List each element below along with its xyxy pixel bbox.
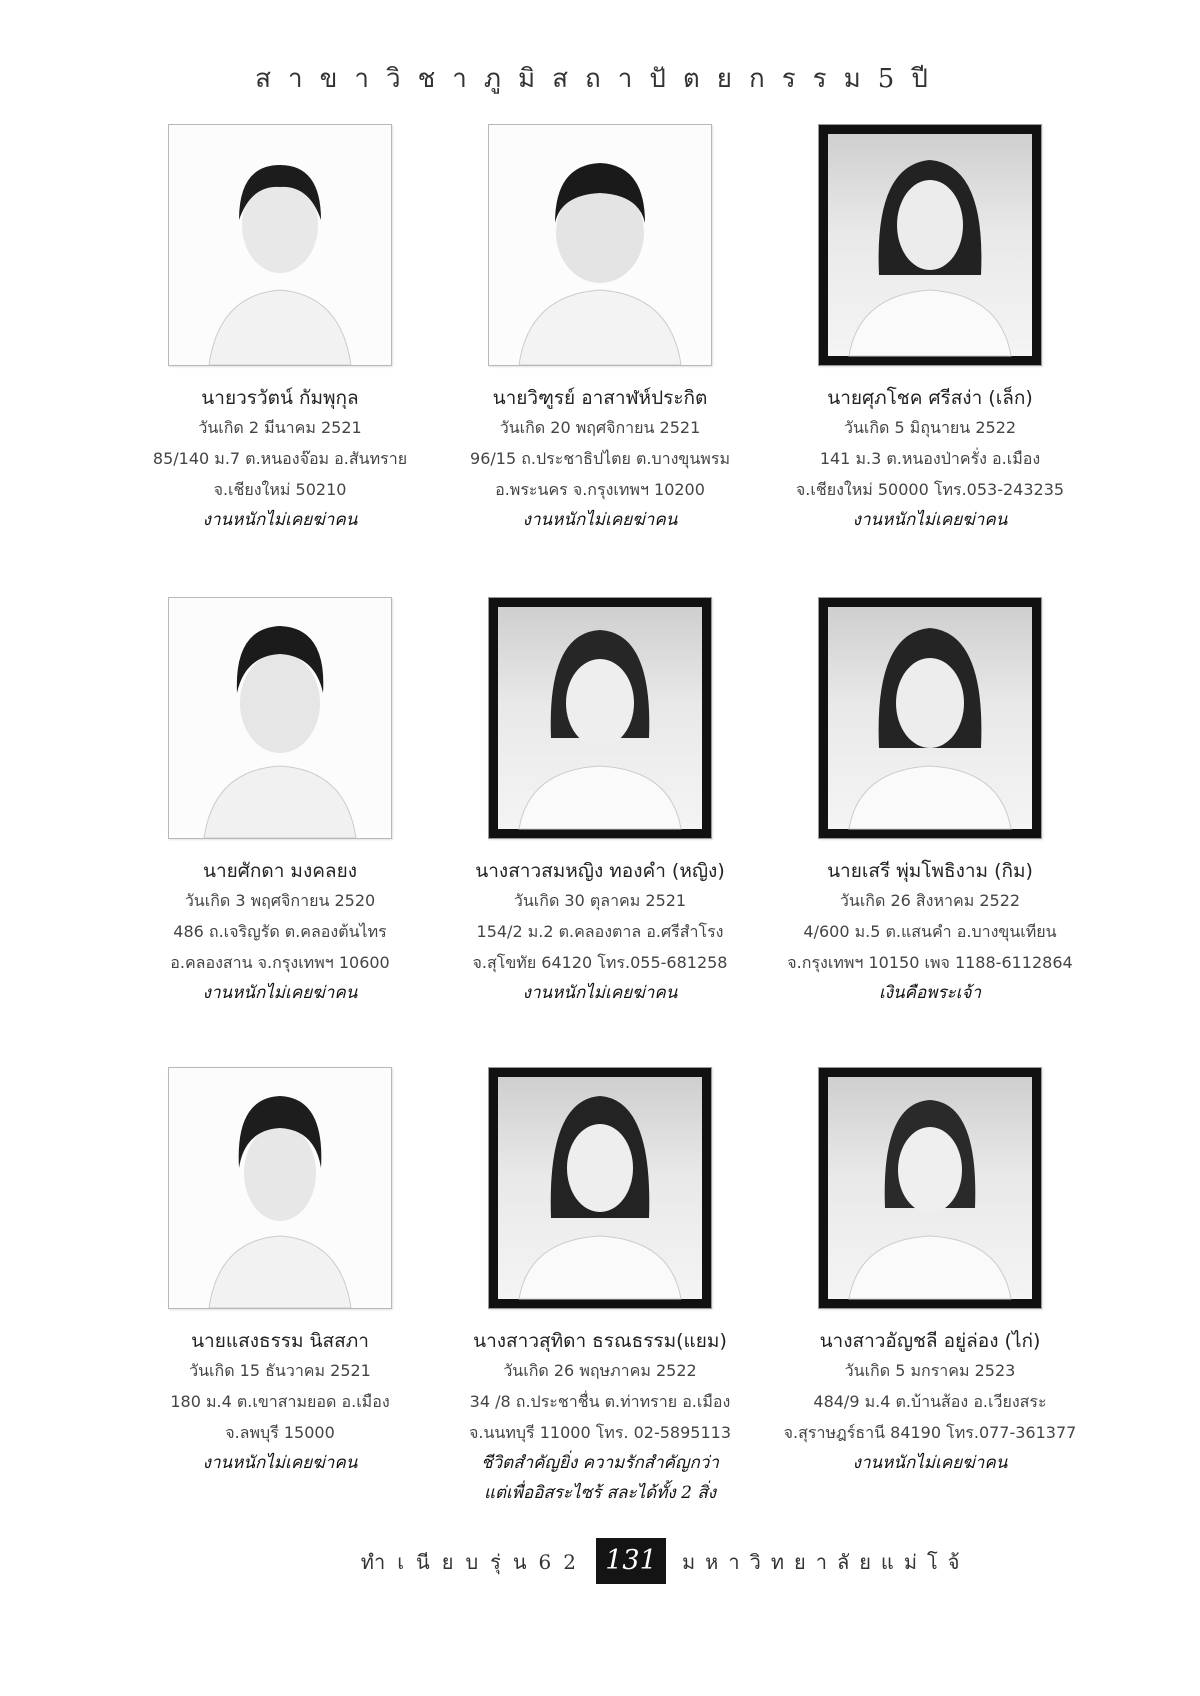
student-name: นายวรวัตน์ กัมพุกุล (201, 387, 359, 409)
student-name: นายแสงธรรม นิสสภา (191, 1330, 369, 1352)
student-name: นายวิฑูรย์ อาสาฬห์ประกิต (492, 387, 708, 409)
student-birthdate: วันเกิด 26 สิงหาคม 2522 (839, 891, 1021, 910)
student-address-line2: จ.กรุงเทพฯ 10150 เพจ 1188-6112864 (787, 953, 1073, 972)
student-card (430, 124, 770, 535)
student-birthdate: วันเกิด 2 มีนาคม 2521 (198, 418, 362, 437)
student-card (430, 597, 770, 1008)
page-footer (0, 1538, 1200, 1584)
student-motto: งานหนักไม่เคยฆ่าคน (522, 510, 678, 530)
student-address-line1: 96/15 ถ.ประชาธิปไตย ต.บางขุนพรม (470, 449, 730, 468)
student-name: นางสาวสุทิดา ธรณธรรม(แยม) (473, 1330, 727, 1352)
portrait-icon (169, 125, 391, 365)
portrait-icon (169, 1068, 391, 1308)
student-card (110, 124, 450, 535)
student-motto: งานหนักไม่เคยฆ่าคน (852, 1453, 1008, 1473)
student-photo (488, 124, 712, 366)
student-address-line2: จ.เชียงใหม่ 50000 โทร.053-243235 (795, 480, 1065, 499)
student-birthdate: วันเกิด 20 พฤศจิกายน 2521 (499, 418, 701, 437)
portrait-icon (819, 1068, 1041, 1308)
student-address-line2: จ.นนทบุรี 11000 โทร. 02-5895113 (469, 1423, 731, 1442)
student-motto: ชีวิตสำคัญยิ่ง ความรักสำคัญกว่า (481, 1453, 719, 1473)
student-card (760, 1067, 1100, 1478)
student-motto: งานหนักไม่เคยฆ่าคน (202, 1453, 358, 1473)
student-address-line2: จ.ลพบุรี 15000 (225, 1423, 335, 1442)
student-photo (168, 597, 392, 839)
student-address-line2: จ.เชียงใหม่ 50210 (213, 480, 347, 499)
student-birthdate: วันเกิด 3 พฤศจิกายน 2520 (184, 891, 376, 910)
student-address-line2: อ.พระนคร จ.กรุงเทพฯ 10200 (495, 480, 705, 499)
student-name: นายศุภโชค ศรีสง่า (เล็ก) (827, 387, 1033, 409)
portrait-icon (169, 598, 391, 838)
student-photo (488, 597, 712, 839)
student-photo (168, 124, 392, 366)
student-address-line1: 484/9 ม.4 ต.บ้านส้อง อ.เวียงสระ (813, 1392, 1047, 1411)
portrait-icon (819, 125, 1041, 365)
student-address-line2: อ.คลองสาน จ.กรุงเทพฯ 10600 (170, 953, 390, 972)
page-title: สาขาวิชาภูมิสถาปัตยกรรม5ปี (255, 64, 945, 94)
student-birthdate: วันเกิด 15 ธันวาคม 2521 (189, 1361, 371, 1380)
student-birthdate: วันเกิด 5 มิถุนายน 2522 (843, 418, 1017, 437)
student-birthdate: วันเกิด 30 ตุลาคม 2521 (513, 891, 687, 910)
student-card (760, 597, 1100, 1008)
student-name: นายเสรี พุ่มโพธิงาม (กิม) (827, 860, 1033, 882)
student-address-line2: จ.สุโขทัย 64120 โทร.055-681258 (472, 953, 728, 972)
student-motto: งานหนักไม่เคยฆ่าคน (202, 510, 358, 530)
student-address-line2: จ.สุราษฎร์ธานี 84190 โทร.077-361377 (783, 1423, 1077, 1442)
student-photo (818, 124, 1042, 366)
student-photo (488, 1067, 712, 1309)
yearbook-label: ทำเนียบรุ่น62 (360, 1550, 588, 1574)
portrait-icon (489, 598, 711, 838)
student-motto: เงินคือพระเจ้า (878, 983, 982, 1003)
student-address-line1: 85/140 ม.7 ต.หนองจ๊อม อ.สันทราย (152, 449, 408, 468)
student-motto: งานหนักไม่เคยฆ่าคน (522, 983, 678, 1003)
student-card (110, 1067, 450, 1478)
student-card (760, 124, 1100, 535)
student-card (430, 1067, 770, 1508)
student-address-line1: 34 /8 ถ.ประชาชื่น ต.ท่าทราย อ.เมือง (469, 1392, 731, 1411)
portrait-icon (819, 598, 1041, 838)
student-address-line1: 154/2 ม.2 ต.คลองตาล อ.ศรีสำโรง (476, 922, 724, 941)
student-photo (818, 597, 1042, 839)
student-card (110, 597, 450, 1008)
student-address-line1: 180 ม.4 ต.เขาสามยอด อ.เมือง (170, 1392, 390, 1411)
student-birthdate: วันเกิด 5 มกราคม 2523 (844, 1361, 1016, 1380)
student-motto: งานหนักไม่เคยฆ่าคน (852, 510, 1008, 530)
student-photo (168, 1067, 392, 1309)
student-birthdate: วันเกิด 26 พฤษภาคม 2522 (503, 1361, 697, 1380)
student-motto-line2: แต่เพื่ออิสระไซร้ สละได้ทั้ง 2 สิ่ง (483, 1483, 716, 1503)
student-name: นายศักดา มงคลยง (203, 860, 357, 882)
university-name: มหาวิทยาลัยแม่โจ้ (682, 1550, 970, 1574)
page-number: 131 (596, 1538, 666, 1584)
student-name: นางสาวสมหญิง ทองคำ (หญิง) (475, 860, 725, 882)
student-address-line1: 4/600 ม.5 ต.แสนคำ อ.บางขุนเทียน (803, 922, 1057, 941)
student-photo (818, 1067, 1042, 1309)
student-address-line1: 486 ถ.เจริญรัด ต.คลองต้นไทร (173, 922, 387, 941)
student-name: นางสาวอัญชลี อยู่ล่อง (ไก่) (819, 1330, 1041, 1352)
student-address-line1: 141 ม.3 ต.หนองป่าครั่ง อ.เมือง (819, 449, 1041, 468)
portrait-icon (489, 1068, 711, 1308)
portrait-icon (489, 125, 711, 365)
student-motto: งานหนักไม่เคยฆ่าคน (202, 983, 358, 1003)
